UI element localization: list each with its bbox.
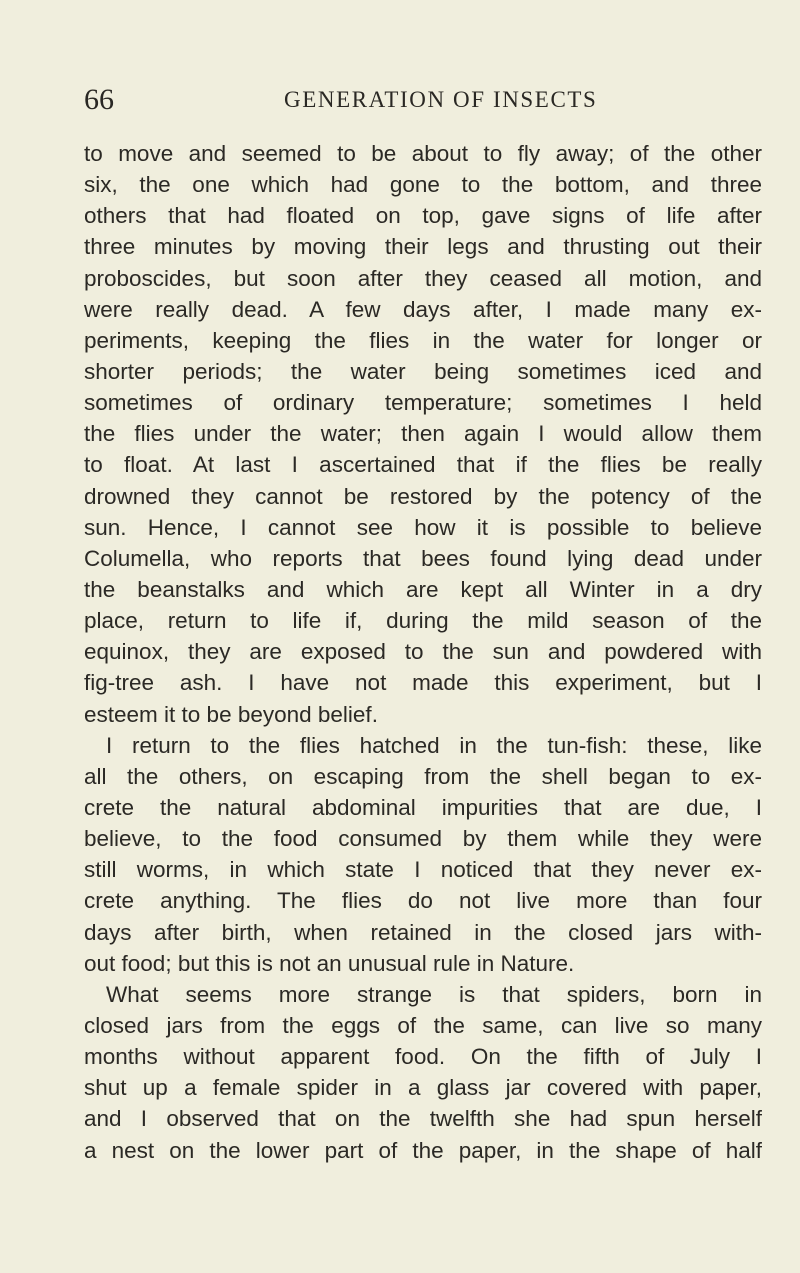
text-line: others that had floated on top, gave signs of life after: [84, 203, 762, 229]
text-line: esteem it to be beyond belief.: [84, 701, 378, 727]
text-line: three minutes by moving their legs and thrusting out their: [84, 234, 762, 260]
page-number: 66: [84, 83, 114, 116]
text-line: periments, keeping the flies in the water for longer or: [84, 327, 762, 353]
text-line: six, the one which had gone to the bottom, and three: [84, 172, 762, 198]
text-line: still worms, in which state I noticed that they never ex-: [84, 857, 762, 883]
text-line: months without apparent food. On the fifth of July I: [84, 1044, 762, 1070]
text-line: believe, to the food consumed by them while they were: [84, 826, 762, 852]
text-line: the beanstalks and which are kept all Winter in a dry: [84, 576, 762, 602]
text-line: sun. Hence, I cannot see how it is possible to believe: [84, 514, 762, 540]
text-line: crete anything. The flies do not live more than four: [84, 888, 762, 914]
text-line: days after birth, when retained in the closed jars with-: [84, 919, 762, 945]
text-line: shorter periods; the water being sometimes iced and: [84, 358, 762, 384]
text-line: crete the natural abdominal impurities that are due, I: [84, 794, 762, 820]
text-line: to float. At last I ascertained that if the flies be really: [84, 452, 762, 478]
text-line: I return to the flies hatched in the tun-fish: these, like: [106, 732, 762, 758]
text-line: equinox, they are exposed to the sun and powdered with: [84, 639, 762, 665]
text-line: shut up a female spider in a glass jar covered with paper,: [84, 1075, 762, 1101]
text-line: out food; but this is not an unusual rule in Nature.: [84, 950, 575, 976]
text-line: to move and seemed to be about to fly away; of the other: [84, 141, 762, 166]
text-line: and I observed that on the twelfth she had spun herself: [84, 1106, 762, 1132]
text-line: closed jars from the eggs of the same, can live so many: [84, 1012, 762, 1038]
text-line: place, return to life if, during the mild season of the: [84, 608, 762, 634]
page-header: [84, 80, 764, 120]
text-line: proboscides, but soon after they ceased all motion, and: [84, 265, 762, 291]
text-line: a nest on the lower part of the paper, in the shape of half: [84, 1137, 762, 1163]
text-line: sometimes of ordinary temperature; sometimes I held: [84, 390, 762, 416]
body-text: [84, 138, 762, 1166]
text-line: What seems more strange is that spiders, born in: [106, 981, 762, 1007]
running-head: GENERATION OF INSECTS: [284, 87, 598, 112]
text-line: were really dead. A few days after, I made many ex-: [84, 296, 762, 322]
text-line: the flies under the water; then again I would allow them: [84, 421, 762, 447]
text-line: all the others, on escaping from the shell began to ex-: [84, 763, 762, 789]
text-line: drowned they cannot be restored by the potency of the: [84, 483, 762, 509]
text-line: Columella, who reports that bees found lying dead under: [84, 545, 762, 571]
text-line: fig-tree ash. I have not made this experiment, but I: [84, 670, 762, 696]
